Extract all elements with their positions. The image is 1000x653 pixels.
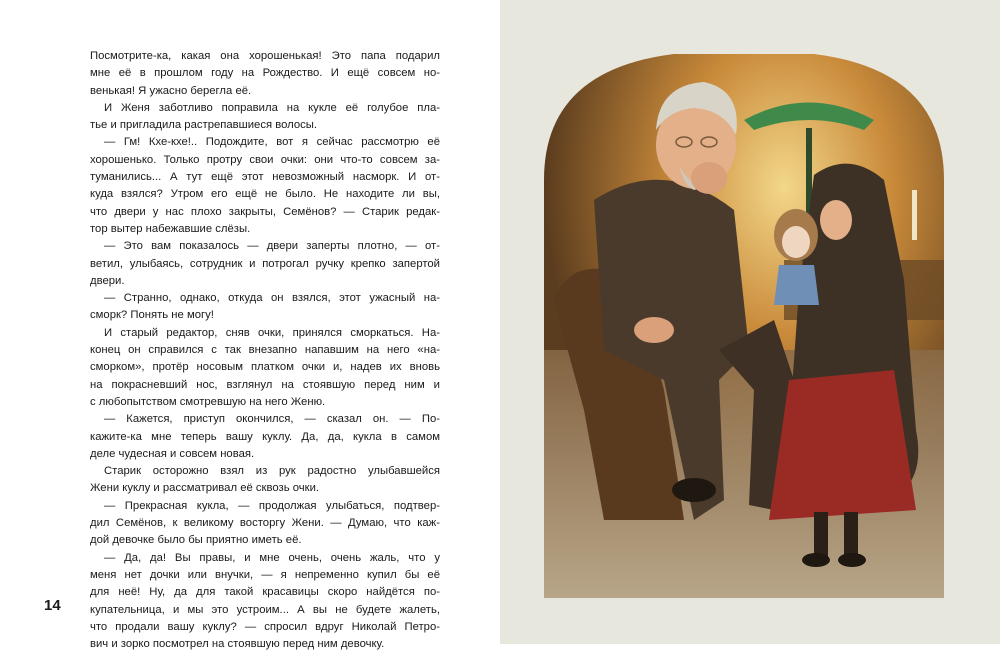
text-line: И Женя заботливо поправила на кукле её голубое пла- [104,101,440,114]
text-line: ветил, улыбаясь, сотрудник и потрогал ручку крепко запертой [90,257,440,270]
girl-skirt [769,370,916,520]
text-line: на покрасневший нос, взглянул на стоявшую перед ним и [90,378,440,391]
text-line: меня нет дочки или внучки, — я непременно купил бы её [90,568,440,581]
text-line: Жени куклу и рассматривал её сквозь очки. [90,482,320,495]
text-line: — Прекрасная кукла, — продолжая улыбаться, подтвер- [104,499,440,512]
text-line: сморк? Понять не могу! [90,309,214,322]
text-line: тор вытер набежавшие слёзы. [90,222,251,235]
text-line: что двери у нас плохо закрыты, Семёнов? — Старик редак- [90,205,440,218]
text-line: купательница, и мы это устроим... А вы не будете жалеть, [90,603,440,616]
text-line: для неё! Ну, да для такой красавицы скоро найдётся по- [90,586,440,599]
text-line: кажите-ка мне теперь вашу куклу. Да, да, кукла в самом [90,430,440,443]
text-line: венькая! Я ужасно берегла её. [90,84,252,97]
text-line: — Да, да! Вы правы, и мне очень, очень жаль, что у [104,551,440,564]
right-page [500,0,1000,644]
text-line: дой девочке было бы приятно иметь её. [90,534,302,547]
text-line: с любопытством смотревшую на него Женю. [90,395,326,408]
text-line: деле чудесная и совсем новая. [90,447,255,460]
text-line: Старик осторожно взял из рук радостно улыбавшейся [104,465,440,478]
doll-face [782,226,810,258]
text-line: — Это вам показалось — двери заперты плотно, — от- [104,240,440,253]
text-line: вич и зорко посмотрел на стоявшую перед ним девочку. [90,638,385,651]
text-line: дил Семёнов, к великому восторгу Жени. — Думаю, что каж- [90,517,440,530]
text-line: сморком», протёр носовым платком очки и, надев их вновь [90,361,440,374]
old-man-shoe [672,478,716,502]
text-line: конец он справился с так внезапно напавшим на него «на- [90,344,440,357]
text-line: И старый редактор, сняв очки, принялся сморкаться. На- [104,326,440,339]
text-line: тье и пригладила растрепавшиеся волосы. [90,119,318,132]
left-page [0,0,500,651]
illustration-painting [544,50,944,598]
text-line: — Гм! Кхе-кхе!.. Подождите, вот я сейчас рассмотрю её [104,136,440,149]
text-line: хорошенько. Только протру свои очки: они что-то совсем за- [90,153,440,166]
body-text [90,48,440,653]
doll-dress [774,265,819,305]
girl-face [820,200,852,240]
text-line: — Странно, однако, откуда он взялся, этот ужасный на- [104,292,440,305]
illustration [544,50,944,598]
text-line: туманились... А тут ещё этот невозможный насморк. И от- [90,171,440,184]
text-line: двери. [90,274,125,287]
text-line: — Кажется, приступ окончился, — сказал он. — По- [104,413,440,426]
text-line: куда взялся? Утром его ещё не было. Не находите ли вы, [90,188,440,201]
text-line: мне её в прошлом году на Рождество. И ещё совсем но- [90,67,440,80]
text-line: что продали вашу куклу? — спросил вдруг Николай Петро- [90,620,440,633]
text-line: Посмотрите-ка, какая она хорошенькая! Это папа подарил [90,50,440,62]
page-number: 14 [44,597,61,614]
